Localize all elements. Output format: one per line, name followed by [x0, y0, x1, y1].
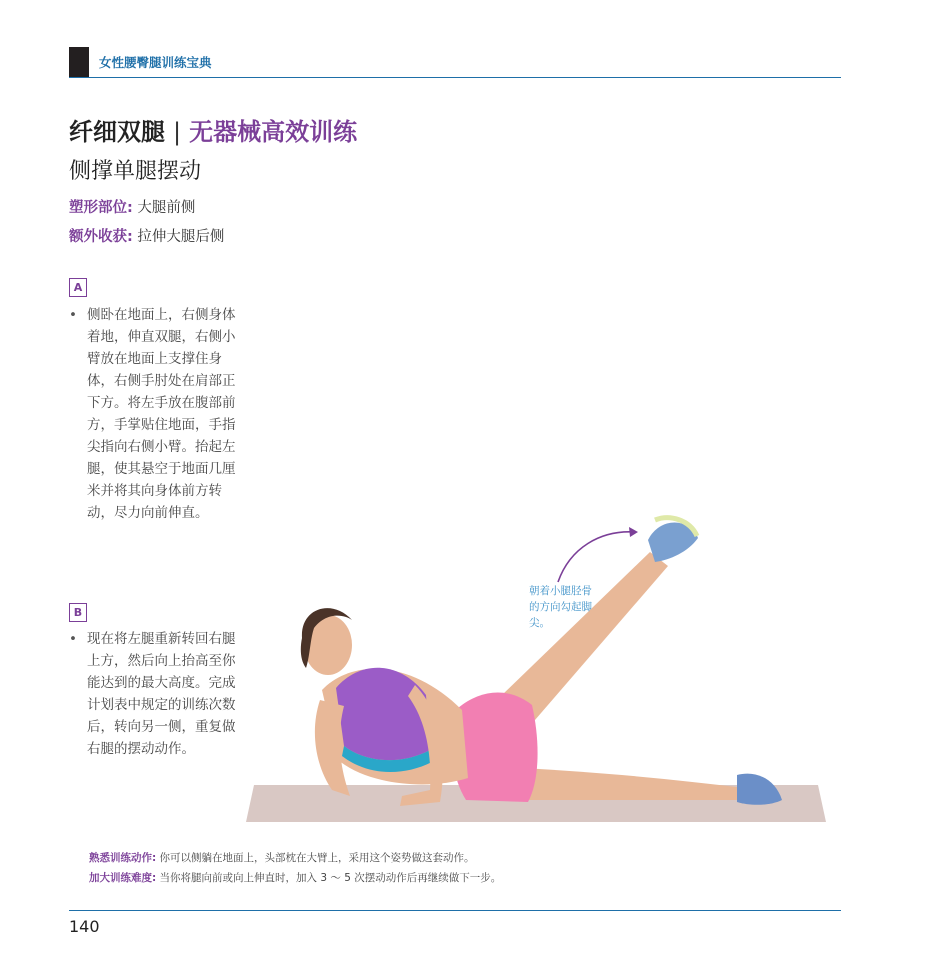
tip-familiarize-label: 熟悉训练动作: [89, 852, 157, 864]
exercise-title: 侧撑单腿摆动 [69, 159, 202, 184]
bonus-benefit-label: 额外收获: [69, 229, 133, 245]
page-number: 140 [69, 917, 100, 936]
step-b-bullet: • [69, 631, 77, 647]
motion-arrowhead [629, 527, 638, 537]
tip-familiarize [89, 850, 475, 865]
tip-familiarize-text: 你可以侧躺在地面上，头部枕在大臂上，采用这个姿势做这套动作。 [159, 852, 475, 864]
callout-note: 朝着小腿胫骨的方向勾起脚尖。 [529, 585, 592, 629]
step-b-body: 现在将左腿重新转回右腿上方，然后向上抬高至你能达到的最大高度。完成计划表中规定的训练次数后，转向另一侧，重复做右腿的摆动动作。 [87, 631, 236, 757]
footer-divider [69, 910, 841, 911]
chapter-separator: | [173, 118, 182, 146]
target-area [69, 196, 195, 217]
motion-arrow [558, 532, 635, 582]
exercise-photo [240, 510, 840, 830]
target-area-label: 塑形部位: [69, 200, 133, 216]
tip-difficulty-text: 当你将腿向前或向上伸直时，加入 3 ～ 5 次摆动动作后再继续做下一步。 [159, 872, 502, 884]
chapter-subtitle: 无器械高效训练 [189, 118, 358, 146]
bonus-benefit-value: 拉伸大腿后侧 [137, 229, 225, 245]
lower-leg [520, 768, 745, 800]
raised-leg [502, 552, 668, 720]
header-color-block [69, 47, 89, 78]
step-a-text [69, 304, 239, 524]
step-b-badge: B [69, 603, 87, 622]
book-title: 女性腰臀腿训练宝典 [99, 55, 212, 70]
chapter-main-title: 纤细双腿 [69, 118, 165, 146]
tip-difficulty-label: 加大训练难度: [89, 872, 157, 884]
tip-difficulty [89, 870, 501, 885]
bonus-benefit [69, 225, 224, 246]
step-a-bullet: • [69, 307, 77, 323]
chapter-heading [69, 112, 357, 147]
lower-shoe [737, 774, 782, 805]
step-b-text [69, 628, 239, 760]
step-a-badge: A [69, 278, 87, 297]
header-divider [69, 77, 841, 78]
step-a-body: 侧卧在地面上，右侧身体着地，伸直双腿，右侧小臂放在地面上支撑住身体，右侧手肘处在肩部正下方。将左手放在腹部前方，手掌贴住地面，手指尖指向右侧小臂。抬起左腿，使其悬空于地面几厘米并将其向身体前方转动，尽力向前伸直。 [87, 307, 236, 521]
target-area-value: 大腿前侧 [137, 200, 196, 216]
